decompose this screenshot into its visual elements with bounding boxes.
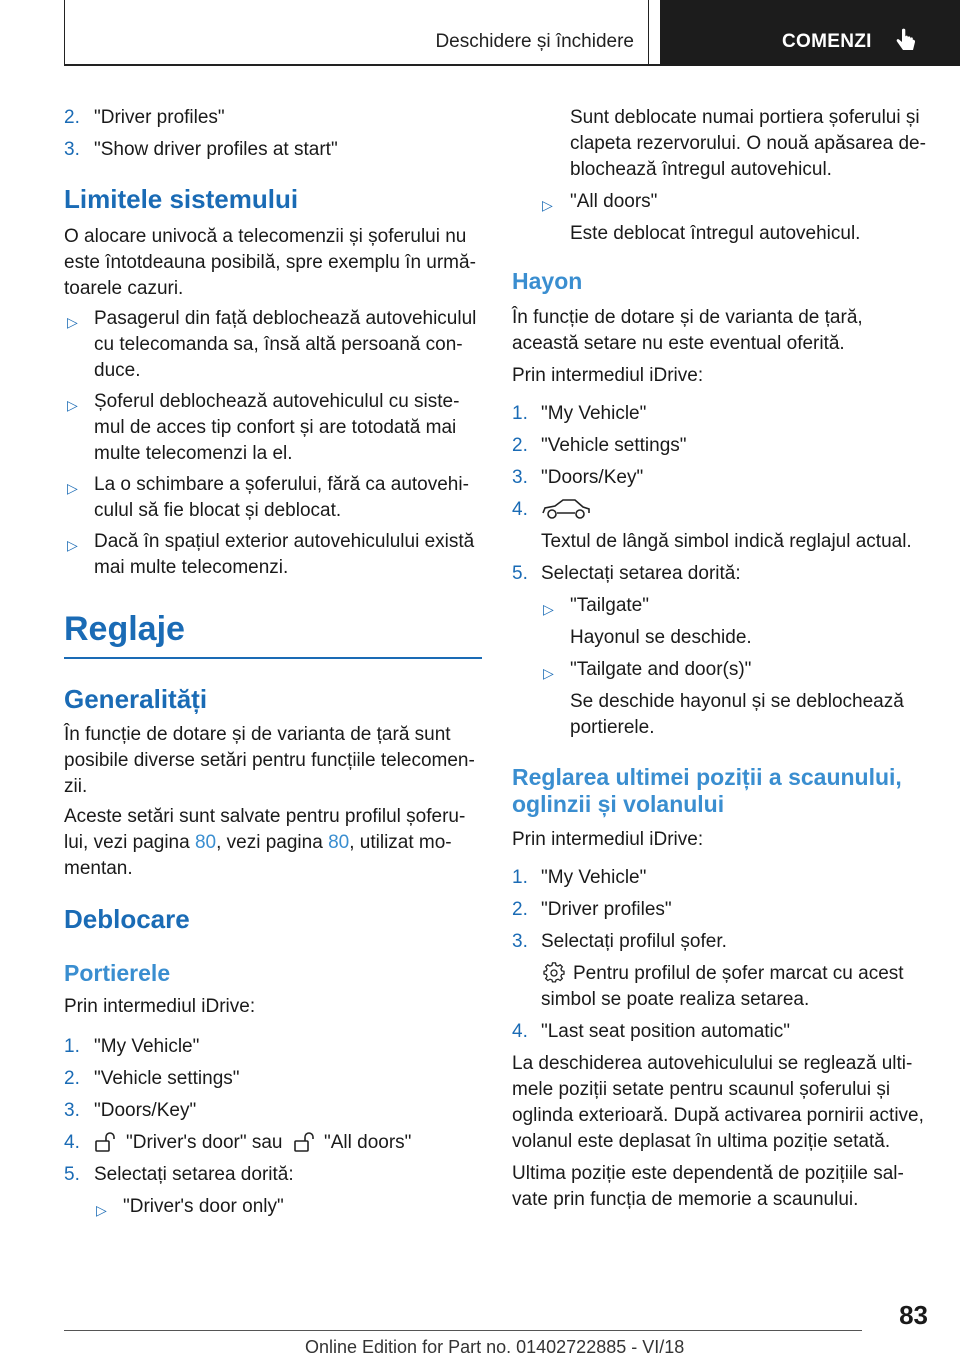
paragraph-line: blochează întregul autovehicul. (570, 159, 832, 180)
paragraph-line: Prin intermediul iDrive: (512, 365, 704, 386)
bullet-triangle-icon: ▷ (67, 537, 78, 553)
car-icon (541, 497, 591, 521)
paragraph-line: În funcție de dotare și de varianta de țară, (512, 307, 863, 328)
paragraph-line: oglinda exterioară. După activarea pornirii active, (512, 1105, 924, 1126)
page-link[interactable]: 80 (194, 832, 217, 853)
paragraph-line: toarele cazuri. (64, 278, 184, 299)
bullet-line: Dacă în spațiul exterior autovehiculului există (94, 531, 475, 552)
list-number: 4. (64, 1132, 80, 1153)
list-number: 4. (512, 1021, 528, 1042)
hand-pointer-icon (893, 27, 921, 55)
list-number: 3. (64, 1100, 80, 1121)
unlock-icon (94, 1131, 118, 1153)
list-item: Selectați profilul șofer. (541, 931, 727, 952)
sub-option: "Tailgate" (570, 595, 649, 616)
bullet-triangle-icon: ▷ (543, 665, 554, 681)
list-number: 4. (512, 499, 528, 520)
footer-rule (64, 1330, 862, 1331)
sub-option-desc: Se deschide hayonul și se deblochează (570, 691, 904, 712)
gear-icon (543, 962, 565, 984)
list-number: 3. (512, 931, 528, 952)
bullet-triangle-icon: ▷ (96, 1202, 107, 1218)
list-item: Selectați setarea dorită: (541, 563, 741, 584)
bullet-line: multe telecomenzi la el. (94, 443, 293, 464)
bullet-line: La o schimbare a șoferului, fără ca autovehi- (94, 474, 469, 495)
list-item: "Vehicle settings" (94, 1068, 240, 1089)
list-number: 1. (512, 867, 528, 888)
list-item: "My Vehicle" (541, 867, 647, 888)
heading-reglaje: Reglaje (64, 610, 185, 648)
note-line: simbol se poate realiza setarea. (541, 989, 810, 1010)
paragraph-line: posibile diverse setări pentru funcțiile telecomen- (64, 750, 475, 771)
heading-hayon: Hayon (512, 268, 583, 294)
list-number: 1. (512, 403, 528, 424)
sub-option-desc: portierele. (570, 717, 655, 738)
header-tab-label: COMENZI (782, 31, 872, 52)
bullet-line: Pasagerul din față deblochează autovehiculul (94, 308, 477, 329)
paragraph-line: volanul este deplasat în ultima poziție setată. (512, 1131, 891, 1152)
heading-reglarea-ultimei-pozitii-cont: oglinzii și volanului (512, 791, 725, 817)
header-section-title: Deschidere și închidere (435, 31, 634, 52)
heading-generalitati: Generalități (64, 684, 208, 714)
list-item: "Vehicle settings" (541, 435, 687, 456)
paragraph-line: Aceste setări sunt salvate pentru profilul șoferu- (64, 806, 466, 827)
paragraph-line: Sunt deblocate numai portiera șoferului și (570, 107, 920, 128)
bullet-line: cu telecomanda sa, însă altă persoană con- (94, 334, 463, 355)
bullet-triangle-icon: ▷ (67, 314, 78, 330)
list-item: "My Vehicle" (94, 1036, 200, 1057)
paragraph-line: La deschiderea autovehiculului se reglează ulti- (512, 1053, 913, 1074)
bullet-line: duce. (94, 360, 141, 381)
list-item: "All doors" (324, 1132, 412, 1153)
list-number: 3. (64, 139, 80, 160)
paragraph-line: clapeta rezervorului. O nouă apăsarea de- (570, 133, 926, 154)
paragraph-line: mentan. (64, 858, 133, 879)
list-number: 5. (512, 563, 528, 584)
sub-option: "Driver's door only" (123, 1196, 284, 1217)
sub-option: "All doors" (570, 191, 658, 212)
list-number: 2. (64, 107, 80, 128)
paragraph-line: Ultima poziție este dependentă de pozițiile sal- (512, 1163, 904, 1184)
list-number: 2. (512, 435, 528, 456)
paragraph-line: mele poziții setate pentru scaunul șoferului și (512, 1079, 891, 1100)
list-item: "Doors/Key" (541, 467, 644, 488)
list-item: "Driver profiles" (94, 107, 225, 128)
list-item: "Driver profiles" (541, 899, 672, 920)
bullet-line: mai multe telecomenzi. (94, 557, 289, 578)
bullet-line: culul să fie blocat și deblocat. (94, 500, 342, 521)
paragraph-line: zii. (64, 776, 88, 797)
header-section-box (64, 0, 649, 64)
list-number: 5. (64, 1164, 80, 1185)
note-line: Pentru profilul de șofer marcat cu acest (573, 963, 904, 984)
paragraph-line-with-links: lui, vezi pagina 80, vezi pagina 80, utilizat mo- (64, 832, 452, 853)
unlock-icon (293, 1131, 317, 1153)
list-item: "Doors/Key" (94, 1100, 197, 1121)
bullet-triangle-icon: ▷ (542, 197, 553, 213)
bullet-triangle-icon: ▷ (67, 397, 78, 413)
heading-deblocare: Deblocare (64, 904, 190, 934)
list-item: "Last seat position automatic" (541, 1021, 791, 1042)
paragraph-line: este întotdeauna posibilă, spre exemplu în urmă- (64, 252, 476, 273)
paragraph-line: Prin intermediul iDrive: (64, 996, 256, 1017)
heading-portierele: Portierele (64, 960, 171, 986)
page-number: 83 (899, 1300, 928, 1330)
sub-option: "Tailgate and door(s)" (570, 659, 752, 680)
list-item-desc: Textul de lângă simbol indică reglajul actual. (541, 531, 912, 552)
page-link[interactable]: 80 (328, 832, 350, 853)
list-item: "Show driver profiles at start" (94, 139, 338, 160)
sub-option-desc: Este deblocat întregul autovehicul. (570, 223, 861, 244)
paragraph-line: O alocare univocă a telecomenzii și șoferului nu (64, 226, 467, 247)
bullet-triangle-icon: ▷ (543, 601, 554, 617)
bullet-line: mul de acces tip confort și are totodată mai (94, 417, 457, 438)
paragraph-line: această setare nu este eventual oferită. (512, 333, 845, 354)
list-number: 3. (512, 467, 528, 488)
bullet-triangle-icon: ▷ (67, 480, 78, 496)
heading-reglarea-ultimei-pozitii: Reglarea ultimei poziții a scaunului, (512, 764, 902, 790)
footer-edition: Online Edition for Part no. 01402722885 - VI/18 (305, 1337, 685, 1357)
heading-rule (64, 657, 482, 659)
list-number: 2. (64, 1068, 80, 1089)
list-item: "My Vehicle" (541, 403, 647, 424)
list-number: 2. (512, 899, 528, 920)
paragraph-line: vate prin funcția de memorie a scaunului. (512, 1189, 859, 1210)
list-item: Selectați setarea dorită: (94, 1164, 294, 1185)
list-item: "Driver's door" sau (126, 1132, 283, 1153)
heading-limitele-sistemului: Limitele sistemului (64, 184, 299, 214)
sub-option-desc: Hayonul se deschide. (570, 627, 752, 648)
paragraph-line: În funcție de dotare și de varianta de țară sunt (64, 724, 451, 745)
paragraph-line: Prin intermediul iDrive: (512, 829, 704, 850)
bullet-line: Șoferul deblochează autovehiculul cu siste- (94, 391, 460, 412)
list-number: 1. (64, 1036, 80, 1057)
